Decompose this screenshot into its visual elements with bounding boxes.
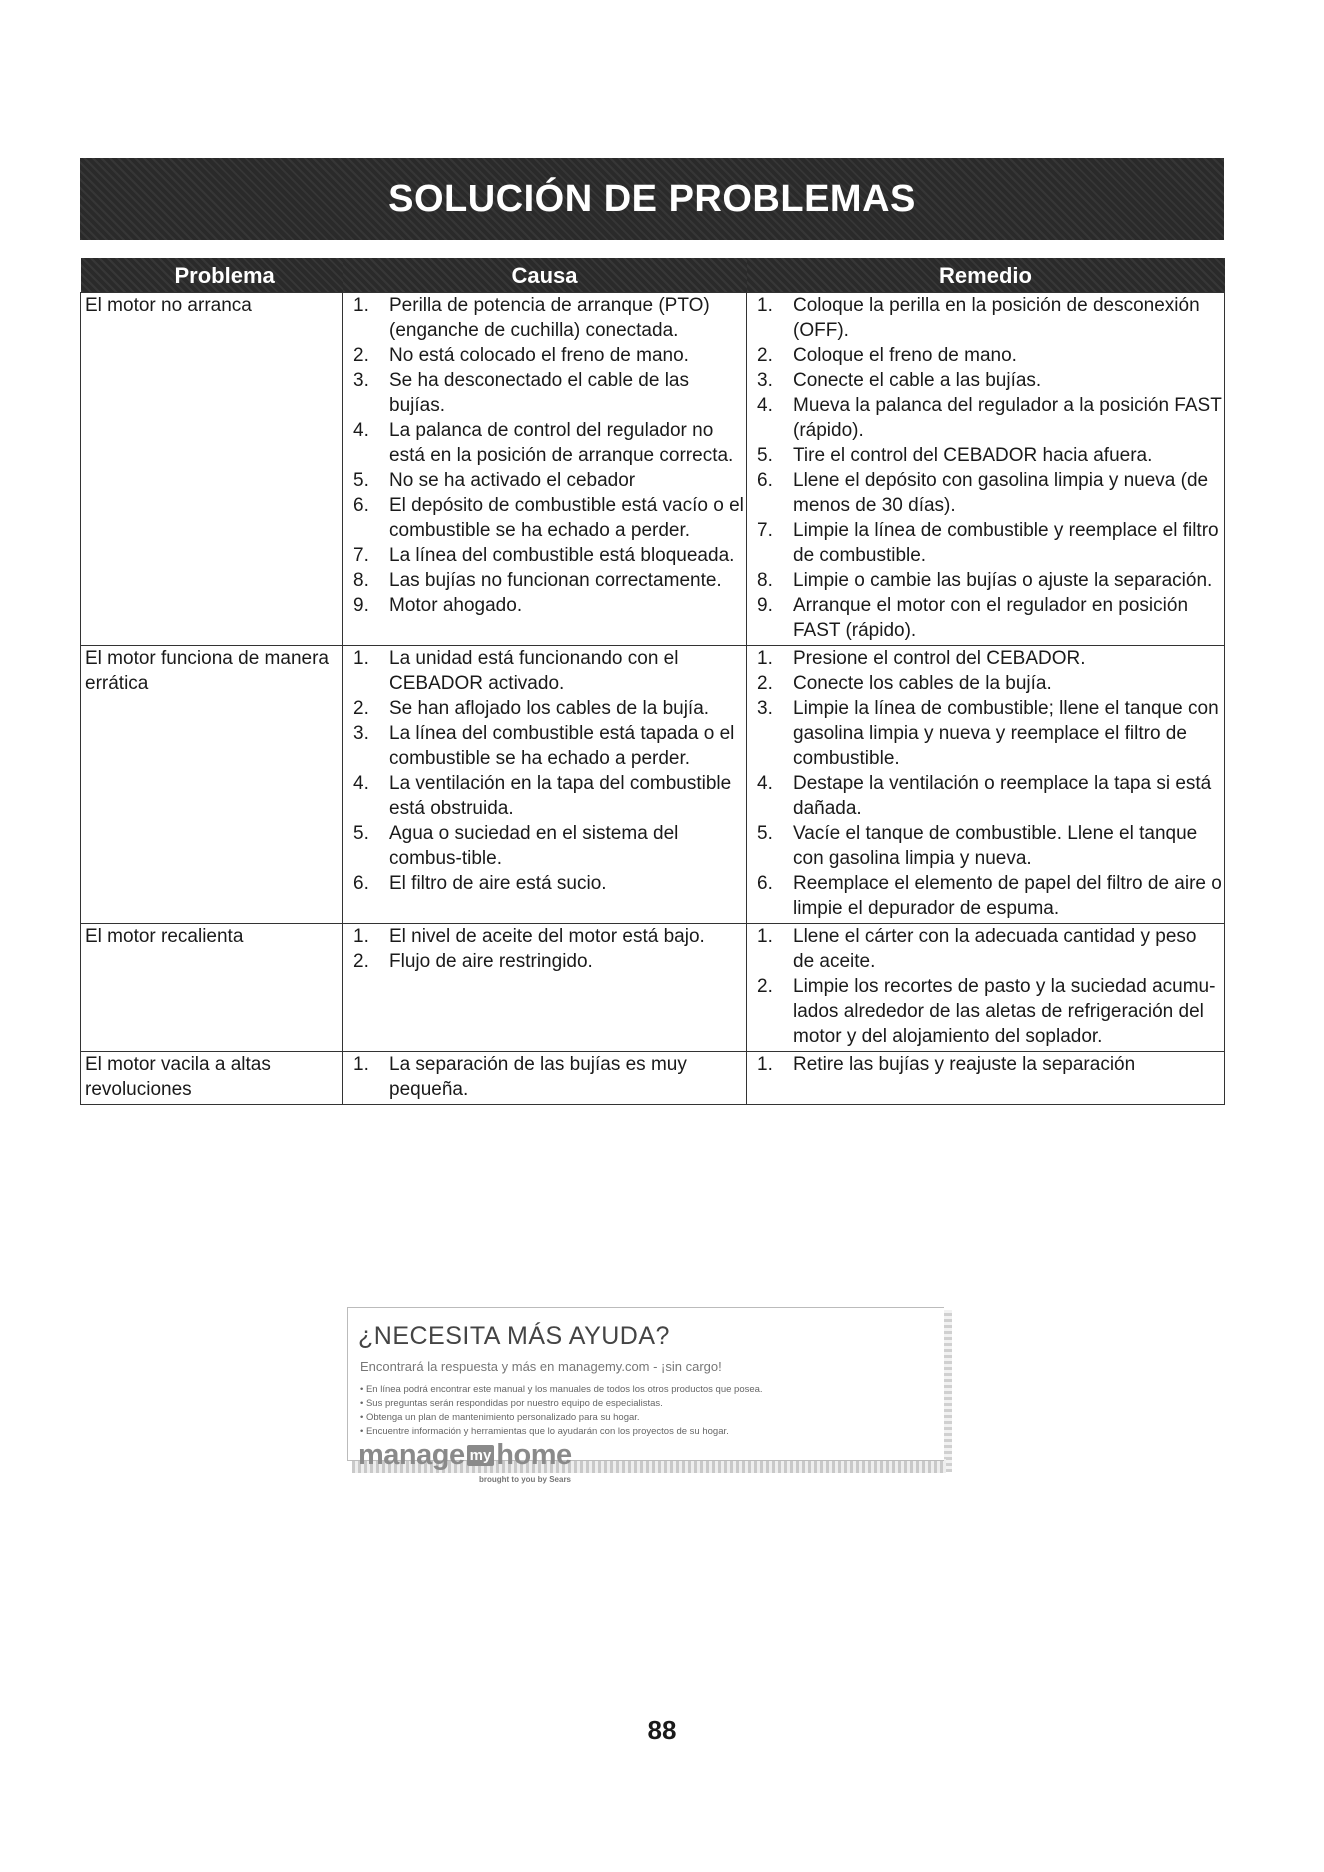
cause-item — [347, 821, 744, 871]
remedy-item — [751, 974, 1222, 1049]
remedy-item — [751, 518, 1222, 568]
item-number: 5. — [757, 823, 773, 844]
item-number: 4. — [757, 395, 773, 416]
remedy-cell — [747, 646, 1225, 924]
item-number: 6. — [353, 873, 369, 894]
help-bullet: • En línea podrá encontrar este manual y los manuales de todos los otros productos que posea. — [360, 1383, 763, 1397]
item-number: 2. — [353, 951, 369, 972]
problem-cell: El motor vacila a altas revoluciones — [81, 1052, 343, 1105]
item-number: 5. — [353, 823, 369, 844]
remedy-item — [751, 821, 1222, 871]
logo-tagline: brought to you by Sears — [479, 1475, 572, 1484]
remedy-list — [751, 293, 1222, 643]
item-number: 2. — [757, 673, 773, 694]
help-subheading: Encontrará la respuesta y más en managemy.com - ¡sin cargo! — [360, 1359, 722, 1374]
item-text: Motor ahogado. — [389, 595, 523, 616]
item-number: 8. — [353, 570, 369, 591]
managemyhome-logo — [358, 1439, 572, 1472]
item-number: 1. — [757, 1054, 773, 1075]
remedy-item — [751, 646, 1222, 671]
cause-item — [347, 646, 744, 696]
remedy-item — [751, 393, 1222, 443]
cause-item — [347, 568, 744, 593]
remedy-item — [751, 443, 1222, 468]
remedy-item — [751, 368, 1222, 393]
item-number: 3. — [757, 370, 773, 391]
logo-badge-my: my — [467, 1445, 495, 1466]
remedy-list — [751, 1052, 1222, 1077]
item-text: Arranque el motor con el regulador en posición FAST (rápido). — [793, 595, 1189, 641]
remedy-item — [751, 924, 1222, 974]
item-text: Agua o suciedad en el sistema del combus-tible. — [389, 823, 679, 869]
item-text: Coloque el freno de mano. — [793, 345, 1017, 366]
table-row — [81, 646, 1225, 924]
cause-item — [347, 493, 744, 543]
item-number: 2. — [353, 345, 369, 366]
item-number: 5. — [757, 445, 773, 466]
page-title: SOLUCIÓN DE PROBLEMAS — [388, 177, 916, 220]
remedy-item — [751, 468, 1222, 518]
cause-item — [347, 343, 744, 368]
problem-cell: El motor no arranca — [81, 293, 343, 646]
cause-item — [347, 368, 744, 418]
troubleshooting-table — [80, 258, 1225, 1105]
item-text: Perilla de potencia de arranque (PTO) (enganche de cuchilla) conectada. — [389, 295, 710, 341]
item-number: 3. — [353, 723, 369, 744]
cause-list — [347, 1052, 744, 1102]
logo-word-manage: manage — [358, 1439, 465, 1471]
remedy-item — [751, 671, 1222, 696]
item-text: Vacíe el tanque de combustible. Llene el tanque con gasolina limpia y nueva. — [793, 823, 1198, 869]
item-text: La línea del combustible está bloqueada. — [389, 545, 735, 566]
remedy-list — [751, 924, 1222, 1049]
cause-item — [347, 468, 744, 493]
item-number: 1. — [757, 295, 773, 316]
table-row — [81, 924, 1225, 1052]
cause-item — [347, 418, 744, 468]
cause-item — [347, 1052, 744, 1102]
help-bullet: • Obtenga un plan de mantenimiento personalizado para su hogar. — [360, 1411, 763, 1425]
item-text: Se han aflojado los cables de la bujía. — [389, 698, 710, 719]
cause-list — [347, 646, 744, 896]
item-text: El depósito de combustible está vacío o el combustible se ha echado a perder. — [389, 495, 744, 541]
page-number: 88 — [647, 1715, 677, 1745]
item-number: 4. — [757, 773, 773, 794]
item-text: La separación de las bujías es muy pequeña. — [389, 1054, 687, 1100]
item-number: 6. — [757, 873, 773, 894]
item-number: 2. — [757, 976, 773, 997]
table-row — [81, 293, 1225, 646]
problem-cell: El motor recalienta — [81, 924, 343, 1052]
cause-item — [347, 949, 744, 974]
cause-item — [347, 771, 744, 821]
header-cause: Causa — [343, 258, 747, 293]
remedy-cell — [747, 1052, 1225, 1105]
remedy-list — [751, 646, 1222, 921]
item-text: Flujo de aire restringido. — [389, 951, 593, 972]
item-number: 1. — [757, 648, 773, 669]
item-text: No se ha activado el cebador — [389, 470, 636, 491]
item-number: 9. — [353, 595, 369, 616]
item-text: Reemplace el elemento de papel del filtro de aire o limpie el depurador de espuma. — [793, 873, 1222, 919]
item-text: Presione el control del CEBADOR. — [793, 648, 1086, 669]
cause-item — [347, 543, 744, 568]
remedy-cell — [747, 293, 1225, 646]
item-number: 6. — [757, 470, 773, 491]
item-text: Se ha desconectado el cable de las bujías. — [389, 370, 689, 416]
cause-item — [347, 293, 744, 343]
cause-item — [347, 924, 744, 949]
item-text: Limpie los recortes de pasto y la suciedad acumu-lados alrededor de las aletas de refrigeración del motor y del alojamiento del soplador. — [793, 976, 1216, 1047]
item-text: El filtro de aire está sucio. — [389, 873, 607, 894]
item-number: 1. — [353, 1054, 369, 1075]
item-text: Destape la ventilación o reemplace la tapa si está dañada. — [793, 773, 1212, 819]
help-bullet: • Sus preguntas serán respondidas por nuestro equipo de especialistas. — [360, 1397, 763, 1411]
item-text: La línea del combustible está tapada o el combustible se ha echado a perder. — [389, 723, 735, 769]
cause-cell — [343, 293, 747, 646]
header-remedy: Remedio — [747, 258, 1225, 293]
table-body — [81, 293, 1225, 1105]
item-text: Coloque la perilla en la posición de desconexión (OFF). — [793, 295, 1200, 341]
item-number: 4. — [353, 420, 369, 441]
cause-list — [347, 924, 744, 974]
item-text: Conecte los cables de la bujía. — [793, 673, 1052, 694]
item-number: 7. — [757, 520, 773, 541]
item-text: La unidad está funcionando con el CEBADOR activado. — [389, 648, 679, 694]
table-header-row — [81, 258, 1225, 293]
item-text: Limpie o cambie las bujías o ajuste la separación. — [793, 570, 1213, 591]
cause-list — [347, 293, 744, 618]
cause-cell — [343, 646, 747, 924]
item-text: Conecte el cable a las bujías. — [793, 370, 1042, 391]
item-number: 5. — [353, 470, 369, 491]
remedy-item — [751, 343, 1222, 368]
title-banner — [80, 158, 1224, 240]
remedy-item — [751, 771, 1222, 821]
cause-cell — [343, 1052, 747, 1105]
item-number: 2. — [757, 345, 773, 366]
item-number: 7. — [353, 545, 369, 566]
item-text: Mueva la palanca del regulador a la posición FAST (rápido). — [793, 395, 1222, 441]
remedy-item — [751, 1052, 1222, 1077]
help-bullets — [360, 1383, 763, 1439]
item-text: El nivel de aceite del motor está bajo. — [389, 926, 705, 947]
table-row — [81, 1052, 1225, 1105]
item-number: 4. — [353, 773, 369, 794]
problem-cell: El motor funciona de manera errática — [81, 646, 343, 924]
header-problem: Problema — [81, 258, 343, 293]
remedy-item — [751, 593, 1222, 643]
cause-item — [347, 696, 744, 721]
item-number: 1. — [353, 926, 369, 947]
item-number: 1. — [353, 295, 369, 316]
item-number: 3. — [757, 698, 773, 719]
item-text: No está colocado el freno de mano. — [389, 345, 689, 366]
remedy-item — [751, 696, 1222, 771]
item-number: 1. — [757, 926, 773, 947]
item-text: Retire las bujías y reajuste la separación — [793, 1054, 1136, 1075]
remedy-cell — [747, 924, 1225, 1052]
help-bullet: • Encuentre información y herramientas que lo ayudarán con los proyectos de su hogar. — [360, 1425, 763, 1439]
cause-item — [347, 593, 744, 618]
item-number: 8. — [757, 570, 773, 591]
logo-word-home: home — [496, 1439, 572, 1471]
item-text: La palanca de control del regulador no está en la posición de arranque correcta. — [389, 420, 734, 466]
item-number: 3. — [353, 370, 369, 391]
cause-item — [347, 871, 744, 896]
item-text: Tire el control del CEBADOR hacia afuera. — [793, 445, 1153, 466]
help-box — [347, 1307, 944, 1484]
help-heading: ¿NECESITA MÁS AYUDA? — [358, 1322, 670, 1350]
item-text: Llene el depósito con gasolina limpia y nueva (de menos de 30 días). — [793, 470, 1209, 516]
item-number: 6. — [353, 495, 369, 516]
item-text: Limpie la línea de combustible; llene el tanque con gasolina limpia y nueva y reemplace el filtro de combustible. — [793, 698, 1219, 769]
item-text: Limpie la línea de combustible y reemplace el filtro de combustible. — [793, 520, 1219, 566]
remedy-item — [751, 871, 1222, 921]
item-text: Llene el cárter con la adecuada cantidad y peso de aceite. — [793, 926, 1197, 972]
item-number: 2. — [353, 698, 369, 719]
cause-cell — [343, 924, 747, 1052]
item-number: 1. — [353, 648, 369, 669]
remedy-item — [751, 293, 1222, 343]
item-text: La ventilación en la tapa del combustible está obstruida. — [389, 773, 732, 819]
item-number: 9. — [757, 595, 773, 616]
cause-item — [347, 721, 744, 771]
remedy-item — [751, 568, 1222, 593]
item-text: Las bujías no funcionan correctamente. — [389, 570, 722, 591]
